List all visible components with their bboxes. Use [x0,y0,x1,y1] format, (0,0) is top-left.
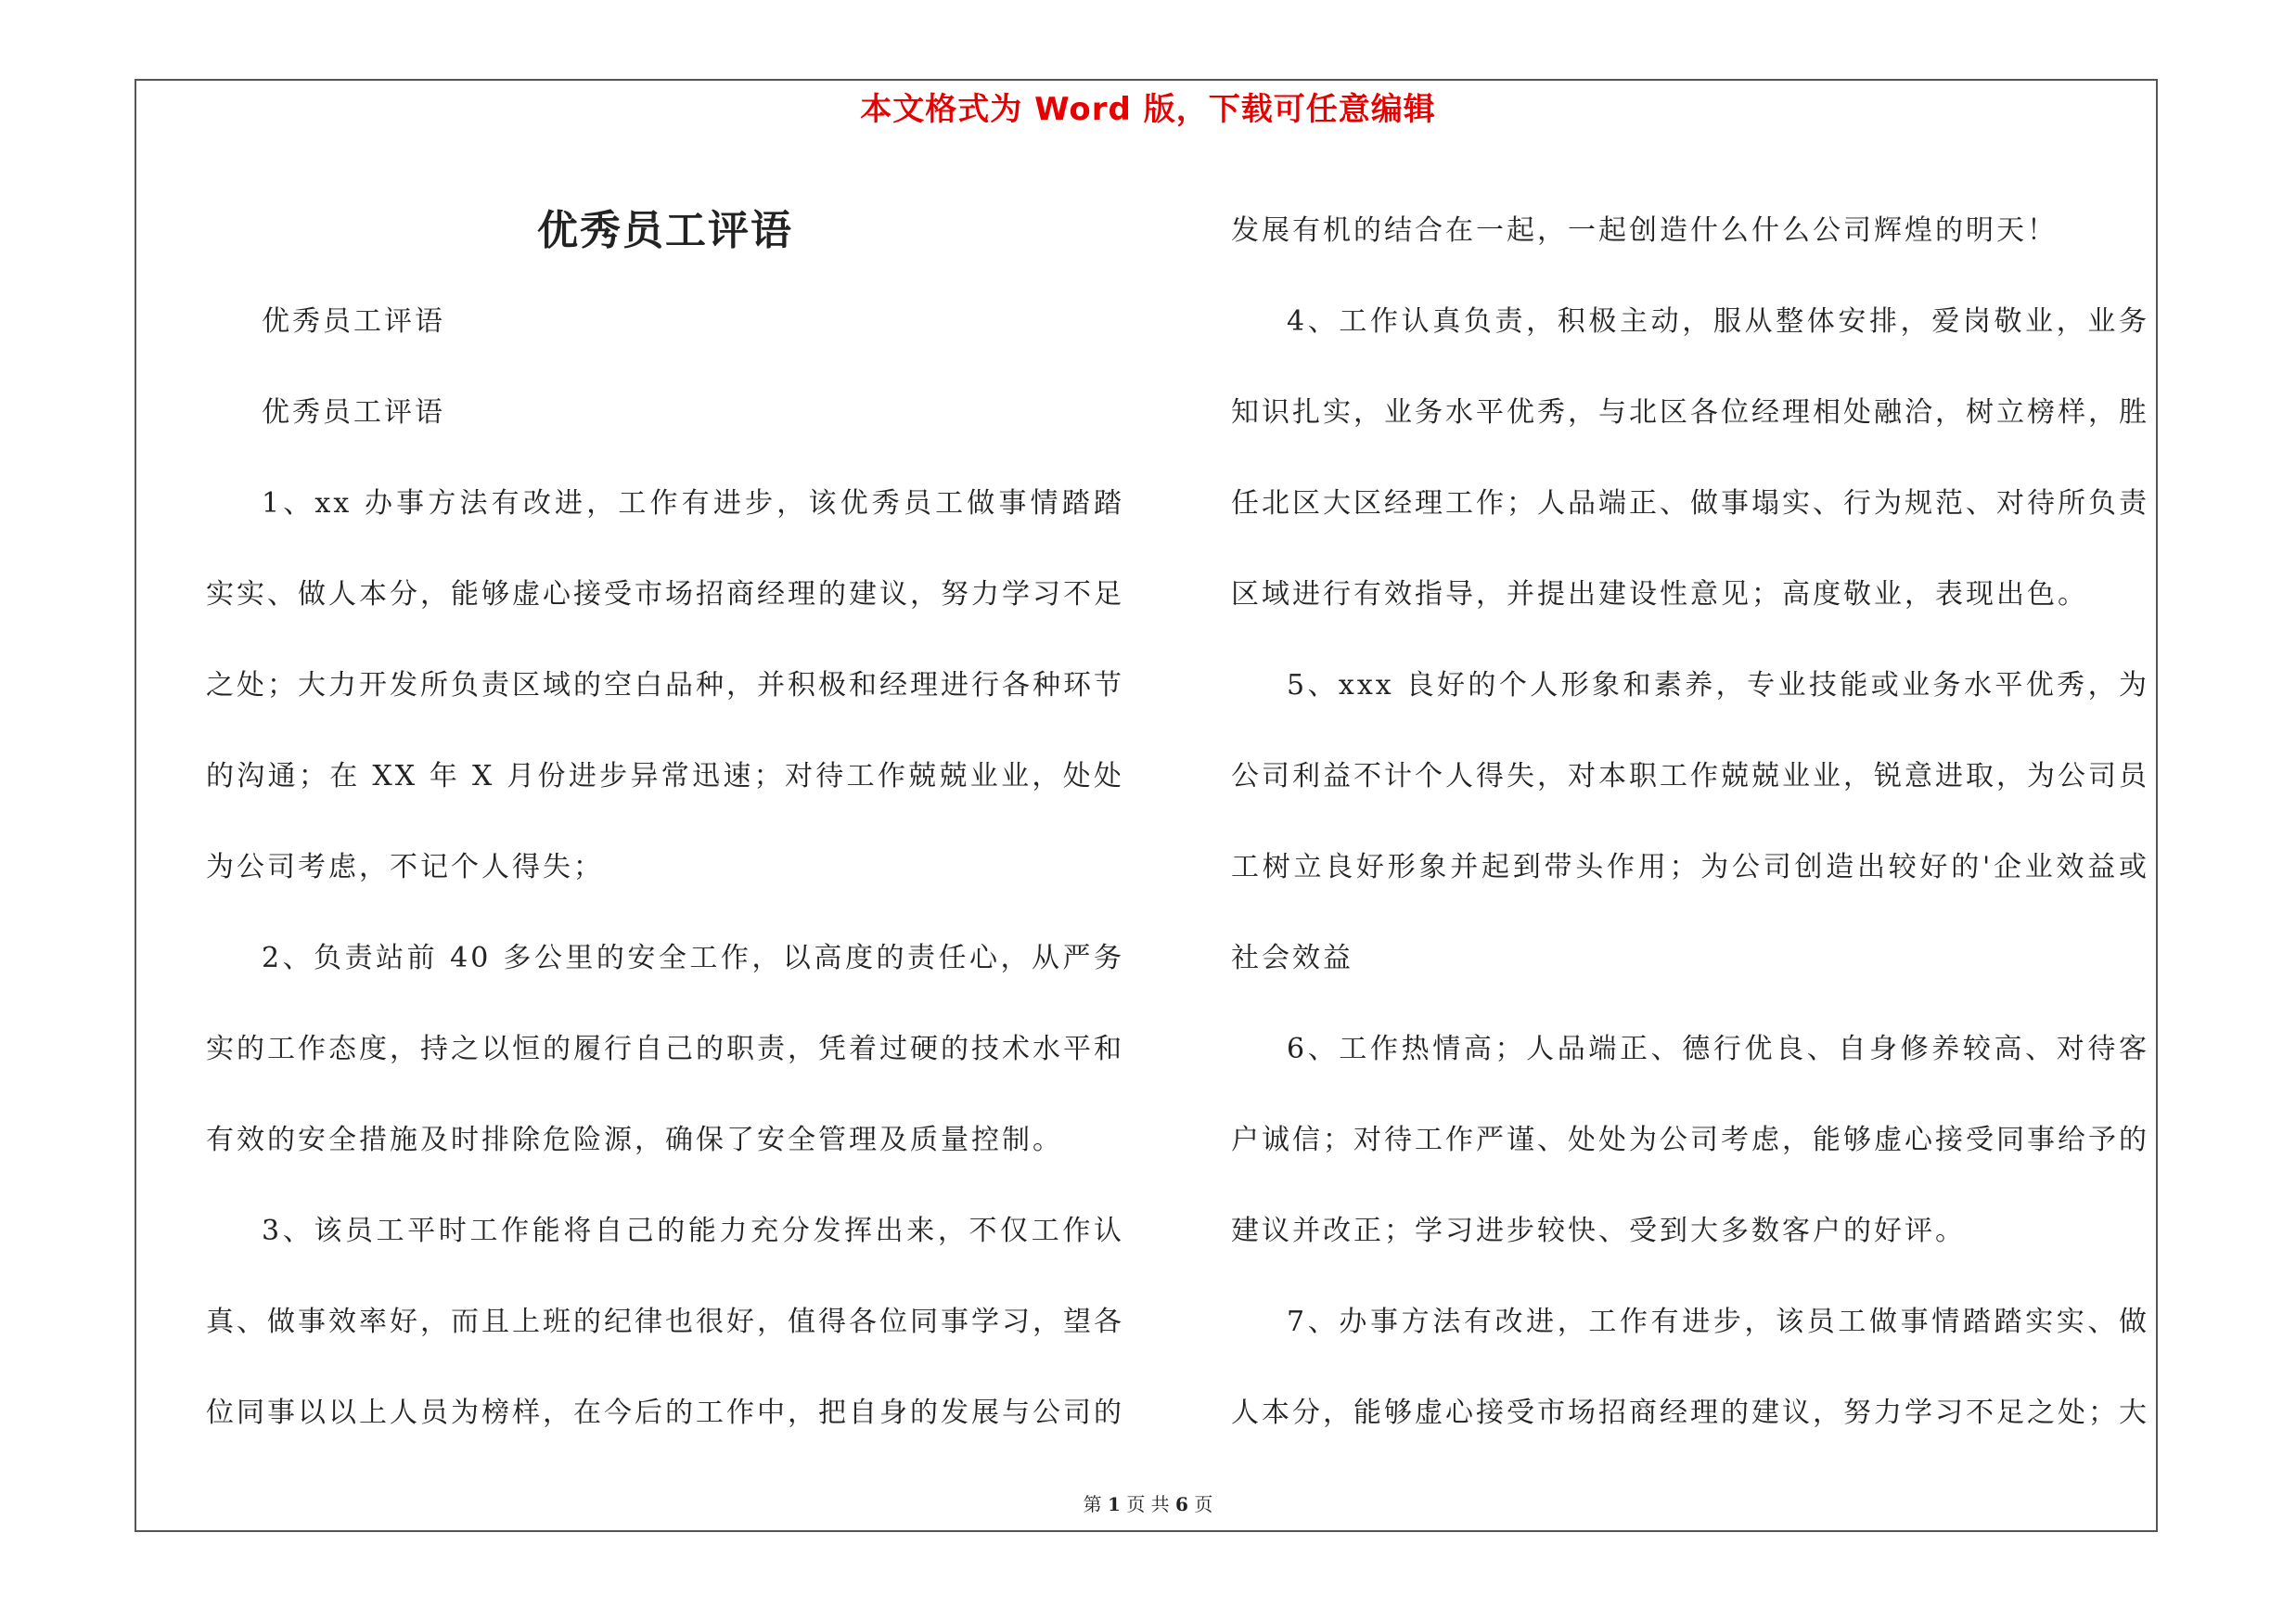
paragraph: 1、xx 办事方法有改进，工作有进步，该优秀员工做事情踏踏实实、做人本分，能够虚心接受市场招商经理的建议，努力学习不足之处；大力开发所负责区域的空白品种，并积极和经理进行各种环节的沟通；在 XX 年 X 月份进步异常迅速；对待工作兢兢业业，处处为公司考虑，不记个人得失； [206,487,1124,883]
footer-page-number: 1 [1108,1493,1121,1515]
left-column [206,186,1124,1459]
paragraph: 7、办事方法有改进，工作有进步，该员工做事情踏踏实实、做人本分，能够虚心接受市场招商经理的建议，努力学习不足之处；大 [1231,1306,2149,1429]
right-column [1231,186,2149,1459]
document-title: 优秀员工评语 [537,207,793,254]
paragraph: 5、xxx 良好的个人形象和素养，专业技能或业务水平优秀，为公司利益不计个人得失，对本职工作兢兢业业，锐意进取，为公司员工树立良好形象并起到带头作用；为公司创造出较好的'企业效益或社会效益 [1231,669,2149,974]
paragraph: 6、工作热情高；人品端正、德行优良、自身修养较高、对待客户诚信；对待工作严谨、处处为公司考虑，能够虚心接受同事给予的建议并改正；学习进步较快、受到大多数客户的好评。 [1231,1033,2149,1247]
footer-middle: 页 共 [1126,1493,1170,1515]
footer-prefix: 第 [1083,1493,1102,1515]
format-banner: 本文格式为 Word 版，下载可任意编辑 [860,91,1436,128]
footer-page-total: 6 [1175,1493,1188,1515]
paragraph-continuation: 发展有机的结合在一起，一起创造什么什么公司辉煌的明天！ [1231,214,2058,247]
footer-suffix: 页 [1194,1493,1213,1515]
paragraph: 3、该员工平时工作能将自己的能力充分发挥出来，不仅工作认真、做事效率好，而且上班的纪律也很好，值得各位同事学习，望各位同事以以上人员为榜样，在今后的工作中，把自身的发展与公司的 [206,1215,1124,1429]
paragraph: 优秀员工评语 [262,305,445,338]
page-footer [0,1489,2296,1516]
paragraph: 2、负责站前 40 多公里的安全工作，以高度的责任心，从严务实的工作态度，持之以恒的履行自己的职责，凭着过硬的技术水平和有效的安全措施及时排除危险源，确保了安全管理及质量控制。 [206,942,1124,1156]
paragraph: 优秀员工评语 [262,396,445,429]
paragraph: 4、工作认真负责，积极主动，服从整体安排，爱岗敬业，业务知识扎实，业务水平优秀，与北区各位经理相处融洽，树立榜样，胜任北区大区经理工作；人品端正、做事塌实、行为规范、对待所负责区域进行有效指导，并提出建设性意见；高度敬业，表现出色。 [1231,305,2149,611]
